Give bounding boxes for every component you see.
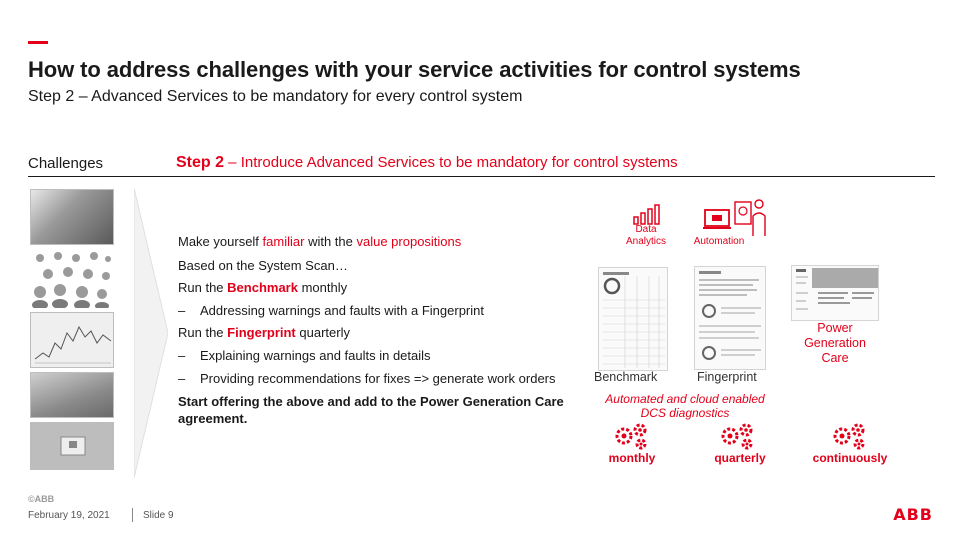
title-accent-bar: [28, 41, 48, 44]
challenges-header: Challenges: [28, 155, 104, 172]
step-header: [176, 154, 678, 172]
gears-icon: [612, 420, 650, 450]
warnings-fingerprint-line: – Addressing warnings and faults with a Fingerprint: [178, 303, 484, 318]
footer-date: February 19, 2021: [28, 510, 110, 521]
start-offering-line: Start offering the above and add to the Power Generation Care: [178, 394, 564, 409]
recommendations-line: – Providing recommendations for fixes => generate work orders: [178, 371, 556, 386]
value-proposition-line: Make yourself familiar with the value propositions: [178, 234, 462, 249]
fingerprint-report-thumb: [694, 266, 766, 370]
bar-chart-icon: [632, 203, 660, 225]
slide-title: How to address challenges with your service activities for control systems: [28, 57, 801, 82]
automation-label: Automation: [693, 236, 745, 247]
header-divider: [28, 176, 935, 177]
explaining-line: – Explaining warnings and faults in details: [178, 348, 431, 363]
agreement-line: agreement.: [178, 411, 248, 426]
chevron-arrow: [134, 188, 168, 478]
footer-divider: [132, 508, 133, 522]
step-label: Step 2: [176, 154, 225, 171]
slide-subtitle: Step 2 – Advanced Services to be mandatory for every control system: [28, 88, 523, 105]
security-screen-image: [30, 422, 114, 470]
abb-logo: ABB: [893, 505, 933, 524]
gears-icon: [830, 420, 868, 450]
pgc-document-thumb: [791, 265, 879, 321]
continuously-label: continuously: [812, 451, 888, 465]
automation-icon: [703, 198, 769, 238]
automated-diagnostics-note: Automated and cloud enabled DCS diagnostics: [605, 392, 765, 420]
step-description: – Introduce Advanced Services to be mandatory for control systems: [224, 154, 678, 171]
data-analytics-label: Data Analytics: [625, 224, 666, 247]
people-crowd-image: [30, 250, 114, 308]
trend-chart-image: [30, 312, 114, 368]
monthly-label: monthly: [608, 451, 656, 465]
fingerprint-line: Run the Fingerprint quarterly: [178, 325, 350, 340]
fingerprint-label: Fingerprint: [697, 370, 757, 384]
benchmark-report-thumb: [598, 267, 668, 371]
network-globe-image: [30, 372, 114, 418]
gears-icon: [718, 420, 756, 450]
copyright-logo: ©ABB: [28, 494, 55, 504]
quarterly-label: quarterly: [714, 451, 766, 465]
system-scan-line: Based on the System Scan…: [178, 258, 348, 273]
control-room-photo: [30, 189, 114, 245]
benchmark-line: Run the Benchmark monthly: [178, 280, 348, 295]
pgc-label: Power Generation Care: [804, 321, 866, 365]
benchmark-label: Benchmark: [594, 370, 658, 384]
footer-slide-number: Slide 9: [143, 510, 174, 521]
